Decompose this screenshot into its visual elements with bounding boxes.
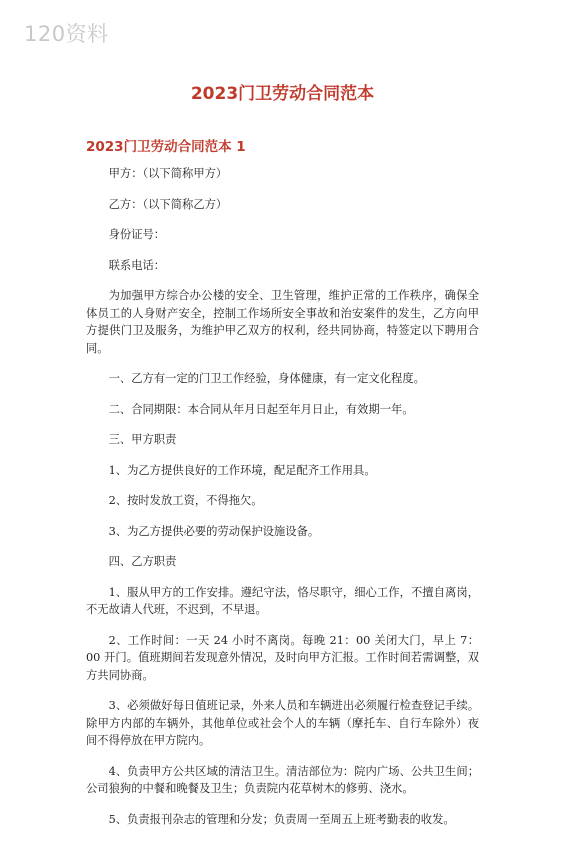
party-a-line: 甲方：（以下简称甲方）	[108, 167, 228, 180]
preamble-paragraph: 为加强甲方综合办公楼的安全、卫生管理，维护正常的工作秩序，确保全体员工的人身财产安全，控制工作场所安全事故和治安案件的发生，乙方向甲方提供门卫及服务，为维护甲乙双方的权利，经共同协商，特签定以下聘用合同。	[86, 289, 479, 355]
clause-4-item-3: 3、必须做好每日值班记录，外来人员和车辆进出必须履行检查登记手续。除甲方内部的车辆外，其他单位或社会个人的车辆（摩托车、自行车除外）夜间不得停放在甲方院内。	[86, 699, 479, 747]
document-body	[86, 165, 479, 841]
clause-3-item-3: 3、为乙方提供必要的劳动保护设施设备。	[108, 524, 320, 538]
watermark-logo: 120资料	[24, 22, 109, 46]
clause-3-heading: 三、甲方职责	[108, 433, 177, 446]
clause-4-item-4: 4、负责甲方公共区域的清洁卫生。清洁部位为：院内广场、公共卫生间；公司狼狗的中餐和晚餐及卫生；负责院内花草树木的修剪、浇水。	[86, 764, 479, 795]
clause-4-item-1: 1、服从甲方的工作安排。遵纪守法，恪尽职守，细心工作，不擅自离岗，不无故请人代班，不迟到，不早退。	[86, 585, 479, 616]
clause-3-item-1: 1、为乙方提供良好的工作环境，配足配齐工作用具。	[108, 463, 376, 477]
party-b-line: 乙方：（以下简称乙方）	[108, 197, 228, 211]
document-title: 2023门卫劳动合同范本	[190, 84, 375, 104]
clause-3-item-2: 2、按时发放工资，不得拖欠。	[108, 494, 263, 507]
clause-4-item-5: 5、负责报刊杂志的管理和分发；负责周一至周五上班考勤表的收发。	[108, 812, 455, 826]
clause-4-item-2: 2、工作时间：一天 24 小时不离岗。每晚 21：00 关闭大门，早上 7：00 开门。值班期间若发现意外情况，及时向甲方汇报。工作时间若需调整，双方共同协商。	[86, 633, 479, 682]
clause-4-heading: 四、乙方职责	[108, 555, 177, 568]
phone-line: 联系电话：	[108, 258, 166, 272]
clause-2: 二、合同期限：本合同从年月日起至年月日止，有效期一年。	[108, 402, 414, 416]
id-number-line: 身份证号：	[108, 228, 166, 241]
clause-1: 一、乙方有一定的门卫工作经验，身体健康，有一定文化程度。	[108, 372, 425, 385]
section-title: 2023门卫劳动合同范本 1	[86, 139, 246, 155]
